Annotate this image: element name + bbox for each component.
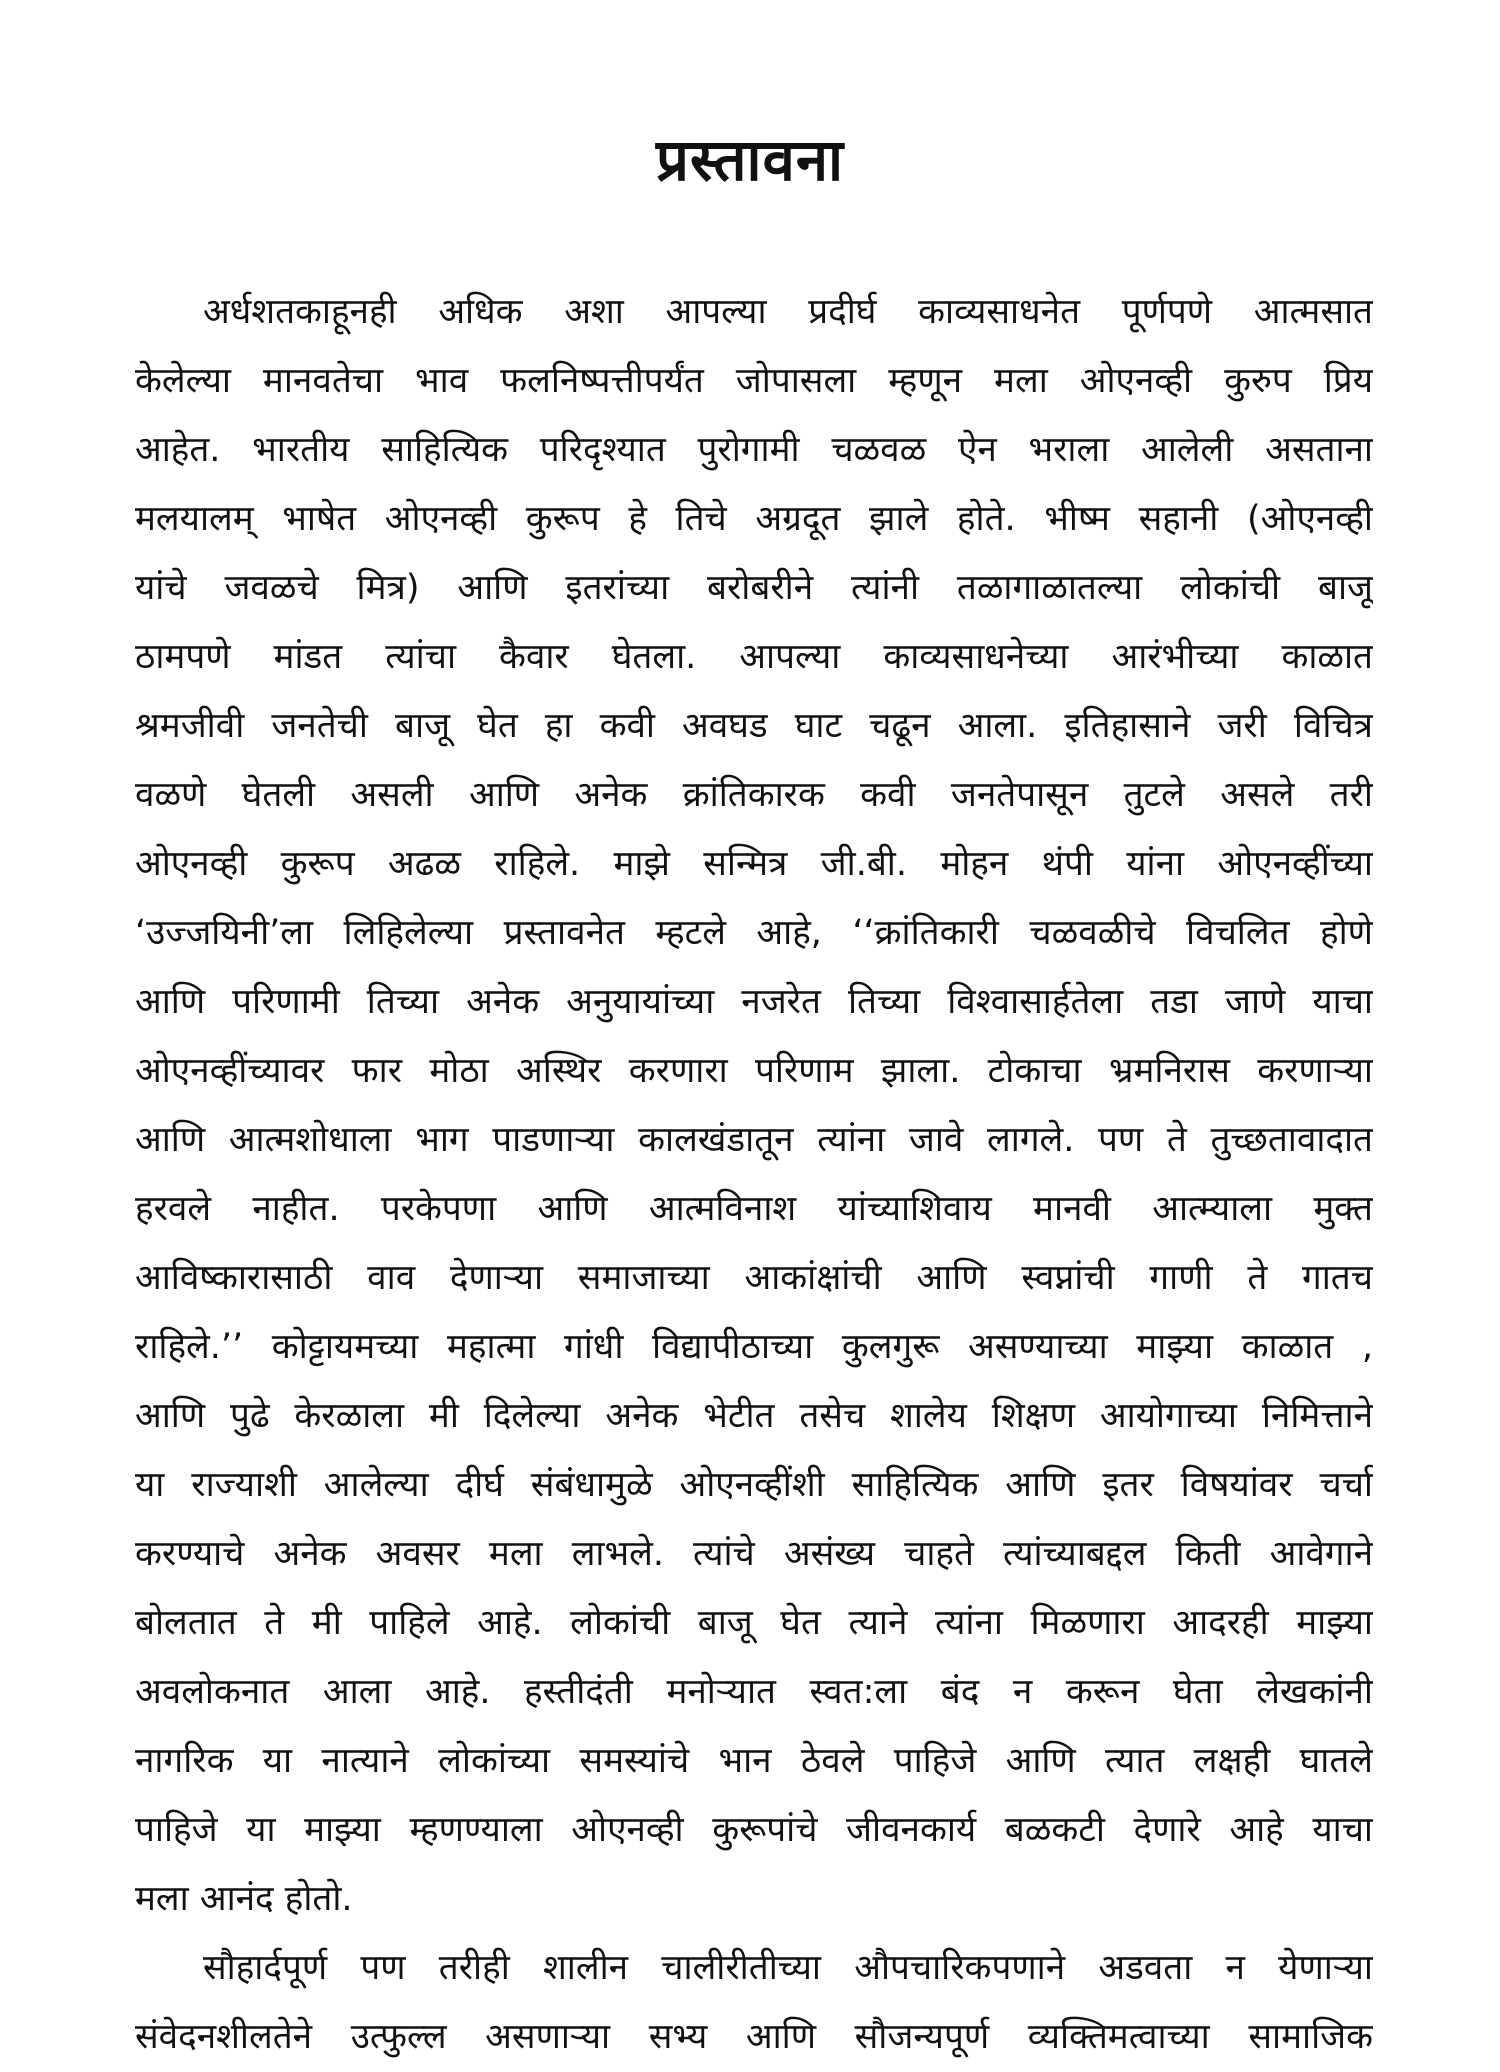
text-line: श्रमजीवी जनतेची बाजू घेत हा कवी अवघड घाट चढून आला. इतिहासाने जरी विचित्र — [135, 706, 1373, 746]
text-line: यांचे जवळचे मित्र) आणि इतरांच्या बरोबरीने त्यांनी तळागाळातल्या लोकांची बाजू — [135, 568, 1373, 608]
text-line: हरवले नाहीत. परकेपणा आणि आत्मविनाश यांच्याशिवाय मानवी आत्म्याला मुक्त — [135, 1189, 1373, 1229]
text-line: राहिले.’’ कोट्टायमच्या महात्मा गांधी विद्यापीठाच्या कुलगुरू असण्याच्या माझ्या काळात , — [135, 1327, 1373, 1367]
text-line: आविष्कारासाठी वाव देणाऱ्या समाजाच्या आकांक्षांची आणि स्वप्नांची गाणी ते गातच — [135, 1258, 1373, 1298]
text-line: अवलोकनात आला आहे. हस्तीदंती मनोऱ्यात स्वत:ला बंद न करून घेता लेखकांनी — [135, 1672, 1373, 1712]
text-line: आणि पुढे केरळाला मी दिलेल्या अनेक भेटीत तसेच शालेय शिक्षण आयोगाच्या निमित्ताने — [135, 1396, 1373, 1436]
text-line: करण्याचे अनेक अवसर मला लाभले. त्यांचे असंख्य चाहते त्यांच्याबद्दल किती आवेगाने — [135, 1534, 1373, 1574]
text-line: ‘उज्जयिनी’ला लिहिलेल्या प्रस्तावनेत म्हटले आहे, ‘‘क्रांतिकारी चळवळीचे विचलित होणे — [135, 913, 1373, 953]
body-text — [135, 278, 1373, 2072]
text-line: आणि आत्मशोधाला भाग पाडणाऱ्या कालखंडातून त्यांना जावे लागले. पण ते तुच्छतावादात — [135, 1120, 1373, 1160]
text-line: मला आनंद होतो. — [135, 1879, 353, 1919]
text-line: आणि परिणामी तिच्या अनेक अनुयायांच्या नजरेत तिच्या विश्वासार्हतेला तडा जाणे याचा — [135, 982, 1373, 1022]
text-line: अर्धशतकाहूनही अधिक अशा आपल्या प्रदीर्घ काव्यसाधनेत पूर्णपणे आत्मसात — [203, 292, 1373, 332]
text-line: ओएनव्हींच्यावर फार मोठा अस्थिर करणारा परिणाम झाला. टोकाचा भ्रमनिरास करणाऱ्या — [135, 1051, 1373, 1091]
text-line: ठामपणे मांडत त्यांचा कैवार घेतला. आपल्या काव्यसाधनेच्या आरंभीच्या काळात — [135, 637, 1373, 677]
text-line: केलेल्या मानवतेचा भाव फलनिष्पत्तीपर्यंत जोपासला म्हणून मला ओएनव्ही कुरुप प्रिय — [135, 361, 1373, 401]
text-line: नागरिक या नात्याने लोकांच्या समस्यांचे भान ठेवले पाहिजे आणि त्यात लक्षही घातले — [135, 1741, 1373, 1781]
text-line: सौहार्दपूर्ण पण तरीही शालीन चालीरीतीच्या औपचारिकपणाने अडवता न येणाऱ्या — [203, 1948, 1373, 1988]
text-line: आहेत. भारतीय साहित्यिक परिदृश्यात पुरोगामी चळवळ ऐन भराला आलेली असताना — [135, 430, 1373, 470]
text-line: संवेदनशीलतेने उत्फुल्ल असणाऱ्या सभ्य आणि सौजन्यपूर्ण व्यक्तिमत्वाच्या सामाजिक — [135, 2017, 1373, 2057]
text-line: ओएनव्ही कुरूप अढळ राहिले. माझे सन्मित्र जी.बी. मोहन थंपी यांना ओएनव्हींच्या — [135, 844, 1373, 884]
text-line: वळणे घेतली असली आणि अनेक क्रांतिकारक कवी जनतेपासून तुटले असले तरी — [135, 775, 1373, 815]
text-line: पाहिजे या माझ्या म्हणण्याला ओएनव्ही कुरूपांचे जीवनकार्य बळकटी देणारे आहे याचा — [135, 1810, 1373, 1850]
text-line: या राज्याशी आलेल्या दीर्घ संबंधामुळे ओएनव्हींशी साहित्यिक आणि इतर विषयांवर चर्चा — [135, 1465, 1373, 1505]
text-line: बोलतात ते मी पाहिले आहे. लोकांची बाजू घेत त्याने त्यांना मिळणारा आदरही माझ्या — [135, 1603, 1373, 1643]
page-heading: प्रस्तावना — [655, 126, 845, 194]
text-line: मलयालम् भाषेत ओएनव्ही कुरूप हे तिचे अग्रदूत झाले होते. भीष्म सहानी (ओएनव्ही — [135, 499, 1373, 539]
